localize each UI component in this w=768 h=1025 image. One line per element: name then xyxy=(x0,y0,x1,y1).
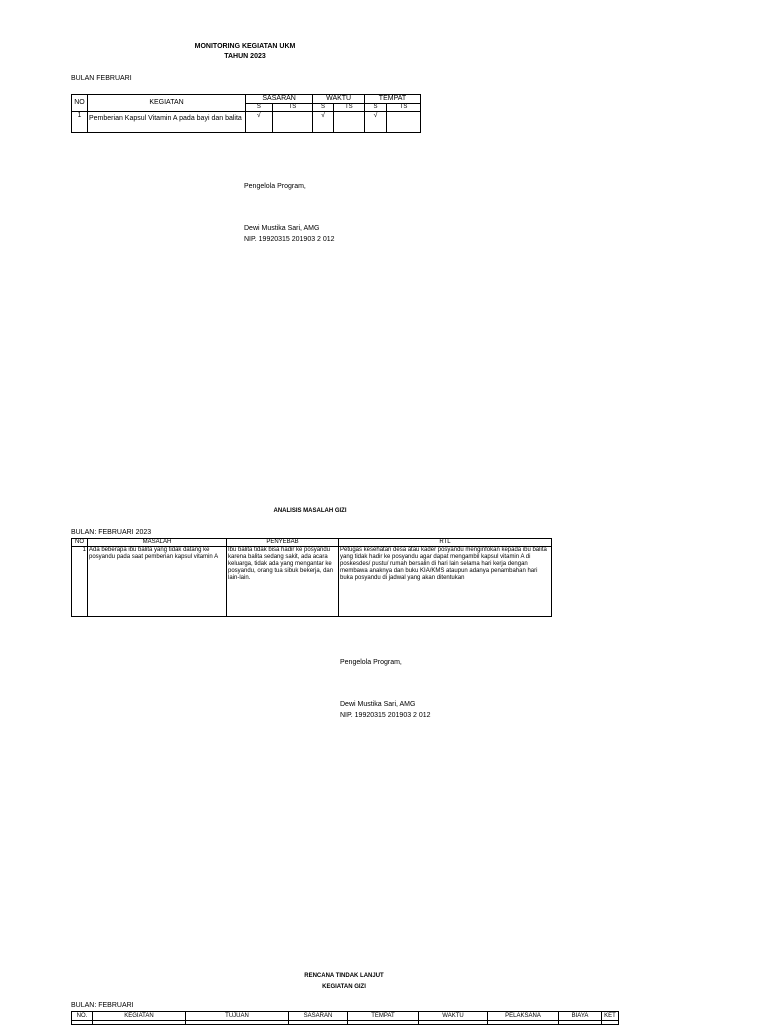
row-penyebab: Ibu balita tidak bisa hadir ke posyandu karena balita sedang sakit, ada acara keluarga, tidak ada yang mengantar ke posyandu, orang tua sibuk bekerja, dan lain-lain. xyxy=(227,547,339,617)
signature-role: Pengelola Program, xyxy=(340,659,402,666)
header-rtl: RTL xyxy=(339,539,552,547)
header-waktu: WAKTU xyxy=(419,1012,488,1021)
rtl-subtitle: KEGIATAN GIZI xyxy=(322,984,366,990)
row-masalah: Ada beberapa ibu balita yang tidak datang ke posyandu pada saat pemberian kapsul vitamin A xyxy=(88,547,227,617)
rtl-month: BULAN: FEBRUARI xyxy=(71,1002,134,1009)
header-waktu-s: S xyxy=(313,104,333,112)
header-tempat-s: S xyxy=(364,104,386,112)
rtl-title: RENCANA TINDAK LANJUT xyxy=(304,973,384,979)
header-no: NO xyxy=(72,539,88,547)
row-no: 1 xyxy=(72,547,88,617)
row-no: 1 xyxy=(72,112,88,133)
analysis-title: ANALISIS MASALAH GIZI xyxy=(273,508,347,514)
signature-nip: NIP. 19920315 201903 2 012 xyxy=(340,712,431,719)
signature-nip: NIP. 19920315 201903 2 012 xyxy=(244,236,335,243)
row-sasaran-s: √ xyxy=(246,112,273,133)
header-no: NO. xyxy=(72,1012,93,1021)
monitoring-table xyxy=(71,94,421,133)
header-tempat-ts: TS xyxy=(387,104,421,112)
header-tempat: TEMPAT xyxy=(348,1012,419,1021)
header-tempat: TEMPAT xyxy=(364,95,420,104)
header-penyebab: PENYEBAB xyxy=(227,539,339,547)
row-tempat-s: √ xyxy=(364,112,386,133)
row-kegiatan: Pemberian Kapsul Vitamin A pada bayi dan balita xyxy=(88,112,246,133)
row-sasaran-ts xyxy=(272,112,313,133)
monitoring-title: MONITORING KEGIATAN UKM xyxy=(194,43,296,50)
signature-name: Dewi Mustika Sari, AMG xyxy=(244,225,320,232)
row-tempat-ts xyxy=(387,112,421,133)
analysis-month: BULAN: FEBRUARI 2023 xyxy=(71,529,152,536)
monitoring-year: TAHUN 2023 xyxy=(224,53,266,60)
header-sasaran: SASARAN xyxy=(246,95,313,104)
row-rtl: Petugas kesehatan desa atau kader posyandu menginfokan kepada ibu balita yang tidak hadir ke posyandu agar dapat mengambil kapsul vitamin A di poskesdes/ pustu/ rumah bersalin di hari lain selama hari kerja dengan membawa anaknya dan buku KIA/KMS ataupun adanya penambahan hari buka posyandu di jadwal yang akan ditentukan xyxy=(339,547,552,617)
signature-name: Dewi Mustika Sari, AMG xyxy=(340,701,416,708)
header-sasaran: SASARAN xyxy=(289,1012,348,1021)
signature-role: Pengelola Program, xyxy=(244,183,306,190)
row-waktu-s: √ xyxy=(313,112,333,133)
header-kegiatan: KEGIATAN xyxy=(93,1012,186,1021)
header-waktu-ts: TS xyxy=(333,104,364,112)
rtl-table xyxy=(71,1011,619,1025)
header-tujuan: TUJUAN xyxy=(186,1012,289,1021)
header-masalah: MASALAH xyxy=(88,539,227,547)
analysis-table xyxy=(71,538,552,617)
header-no: NO xyxy=(72,95,88,112)
monitoring-month: BULAN FEBRUARI xyxy=(71,75,132,82)
header-ket: KET xyxy=(602,1012,619,1021)
header-sasaran-ts: TS xyxy=(272,104,313,112)
header-waktu: WAKTU xyxy=(313,95,365,104)
header-sasaran-s: S xyxy=(246,104,273,112)
header-pelaksana: PELAKSANA xyxy=(488,1012,559,1021)
header-kegiatan: KEGIATAN xyxy=(88,95,246,112)
row-waktu-ts xyxy=(333,112,364,133)
header-biaya: BIAYA xyxy=(559,1012,602,1021)
